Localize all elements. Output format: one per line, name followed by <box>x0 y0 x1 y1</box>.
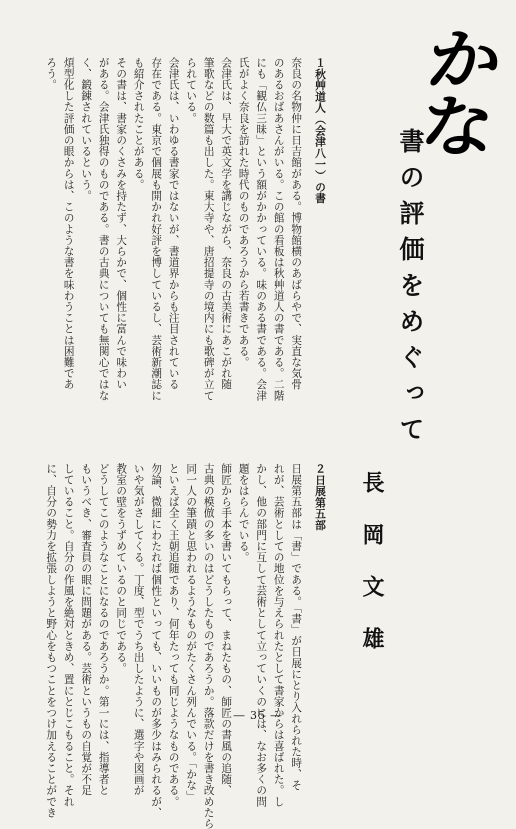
lower-line: 題をはらんでいる。 <box>237 463 250 563</box>
upper-line: 煩型化した評価の眼からは、このような書を味わうことは困難であ <box>62 57 75 390</box>
lower-line: といえば全く王朝追随であり、何年たっても同じようなものである。 <box>167 463 180 808</box>
lower-line: 勿論、微細にわたれば個性といっても、いいものが多少はみられるが、 <box>150 463 163 819</box>
article-title: 書の評価をめぐって <box>396 128 425 452</box>
lower-line: 日展第五部は「書」である。「書」が日展にとり入れられた時、そ <box>290 463 303 791</box>
author-name: 長岡文雄 <box>359 471 385 679</box>
upper-line: 存在である。東京で個展も開かれ好評を博しているし、芸術新潮誌に <box>150 57 163 402</box>
lower-line: 同一人の筆蹟と思われるようなものがたくさん列んでいる。「かな」 <box>185 463 198 802</box>
section-heading-2: ２日展第五部 <box>314 463 327 531</box>
lower-line: もいうべき、審査員の眼に問題がある。芸術というもの自覚が不足 <box>80 463 93 796</box>
lower-line: かし、他の部門に互して芸術として立っていくのには、なお多くの問 <box>255 463 268 808</box>
calligraphy-artwork: かな <box>416 22 506 166</box>
lower-line: 教室の壁をうずめているのと同じである。 <box>115 463 128 674</box>
page-number: ― 35 ― <box>233 709 283 722</box>
upper-line: その書は、書家のくさみを持たず、大らかで、個性に富んで味わい <box>115 57 128 390</box>
upper-line: にも「観仏三昧」という額がかかっている。味のある書である。会津 <box>255 57 268 402</box>
upper-line: 奈良の名物仲に日吉館がある。博物館横のあばらやで、実直な気骨 <box>290 57 303 390</box>
upper-line: られている。 <box>185 57 198 124</box>
upper-line: も紹介されたことがある。 <box>132 57 145 191</box>
lower-line: どうしてこのようなことになるのであろうか。第一には、指導者と <box>97 463 110 796</box>
upper-line: 会津氏は、早大で英文学を講じながら、奈良の古美術にあこがれ随 <box>220 57 233 390</box>
lower-line: に、自分の勢力を拡張しようと野心をもつことをつけ加えることができ <box>45 463 58 819</box>
lower-line: 古典の模倣の多いのはどうしたものであろうか。落款だけを書き改めたら <box>202 463 215 829</box>
lower-line: していること。自分の作風を絶対ときめ、置にとじこもること。それ <box>62 463 75 808</box>
upper-line: のあるおばあさんがいる。この館の看板は秋艸道人の書である。二階 <box>272 57 285 402</box>
lower-line: 師匠から手本を書いてもらって、まねたもの、師匠の書風の追随、 <box>220 463 233 796</box>
upper-line: がある。会津氏独得のものである。書の古典についても無関心ではな <box>97 57 110 402</box>
lower-line: いや気がさしてくる。丁度、型でうち出したように、選字や図画が <box>132 463 145 796</box>
upper-line: ろう。 <box>45 57 58 91</box>
section-heading-1: １秋艸道人（会津八一）の書 <box>314 57 327 204</box>
upper-line: 筆歌などの数篇も出した。東大寺や、唐招提寺の境内にも歌碑が立て <box>202 57 215 402</box>
upper-line: 氏がよく奈良を訪れた時代のものであろうから若書きである。 <box>237 57 250 368</box>
lower-line: れが、芸術としての地位を与えられたとして書家からは喜ばれた。し <box>272 463 285 808</box>
upper-line: く、鍛錬されているという。 <box>80 57 93 202</box>
upper-line: 会津氏は、いわゆる書家ではないが、書道界からも注目されている <box>167 57 180 390</box>
